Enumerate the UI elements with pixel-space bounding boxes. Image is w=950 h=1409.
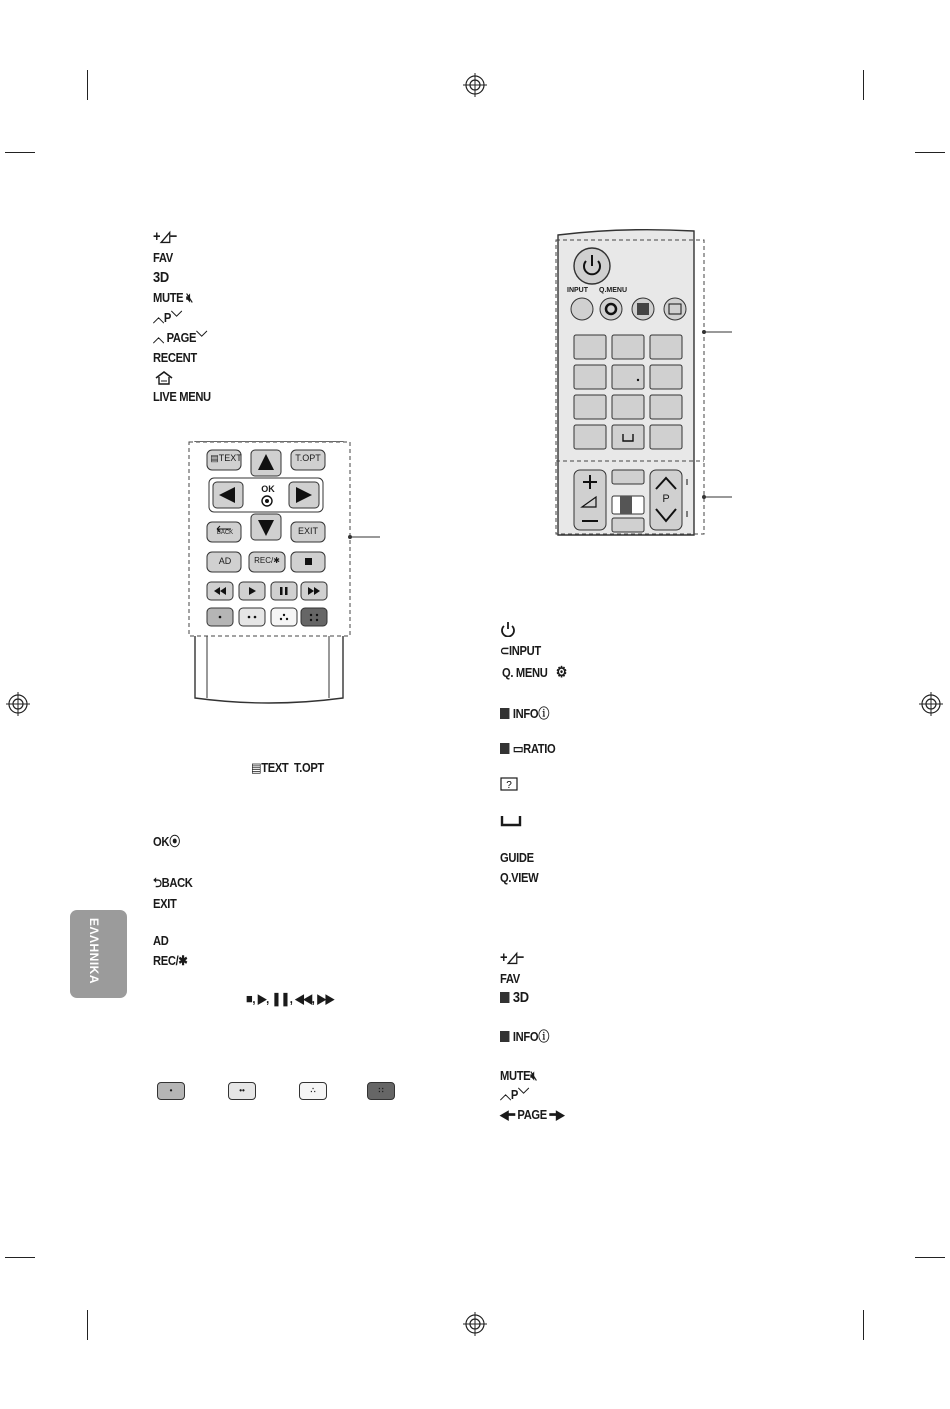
info-key-label: INFOⓘ	[500, 706, 549, 722]
grey-square-icon	[500, 1031, 509, 1042]
ratio-key-label: ▭RATIO	[500, 741, 555, 757]
mute-icon: 🔇︎	[530, 1068, 538, 1083]
qmenu-key-label: Q. MENU ⚙	[502, 664, 567, 681]
crop-mark	[87, 1310, 88, 1340]
grey-square-icon	[500, 992, 509, 1003]
ok-circle-icon: ⦿	[169, 834, 180, 849]
program-remote-label: P	[662, 493, 670, 505]
crop-mark	[5, 152, 35, 153]
teletext-keys-label: ▤TEXT T.OPT	[251, 760, 324, 775]
back-arrow-icon: ⮌	[153, 875, 162, 890]
page-key-label-2: ◀━ PAGE ━▶	[500, 1107, 565, 1122]
fav-key-label: FAV	[153, 250, 173, 265]
crop-mark	[863, 1310, 864, 1340]
qview-key-label: Q.VIEW	[500, 870, 539, 885]
info-key-label-2: INFOⓘ	[500, 1029, 549, 1045]
teletext-icon: ▤	[251, 760, 262, 775]
rec-key-label: REC/✱	[153, 953, 188, 968]
remote-lower-illustration	[185, 436, 385, 716]
svg-text:?: ?	[506, 780, 512, 791]
chevron-down-icon: ﹀	[196, 330, 207, 345]
ad-button-label: AD	[218, 556, 232, 566]
red-button-icon: •	[157, 1082, 185, 1100]
arrow-right-icon: ━▶	[549, 1107, 565, 1122]
yellow-button-icon: ∴	[299, 1082, 327, 1100]
back-key-label: ⮌BACK	[153, 875, 193, 890]
text-button: ▤TEXT	[210, 453, 242, 463]
input-key-remote-label: INPUT	[567, 287, 588, 294]
recent-key-label: RECENT	[153, 350, 197, 365]
registration-mark-icon	[463, 73, 487, 97]
3d-key-label: 3D	[153, 269, 169, 286]
input-icon: ⊂	[500, 643, 510, 658]
language-tab-label: ΕΛΛΗΝΙΚΑ	[87, 918, 101, 985]
crop-mark	[915, 1257, 945, 1258]
crop-mark	[87, 70, 88, 100]
qmenu-key-remote-label: Q.MENU	[599, 287, 627, 294]
power-icon	[500, 621, 516, 637]
registration-mark-icon	[919, 692, 943, 716]
program-key-label-2: ︿P﹀	[500, 1087, 529, 1102]
crop-mark	[863, 70, 864, 100]
chevron-down-icon: ﹀	[517, 1087, 529, 1102]
ratio-icon: ▭	[512, 741, 524, 756]
language-tab	[70, 910, 127, 998]
back-button-label: BACK	[216, 530, 234, 536]
chevron-up-icon: ︿	[153, 330, 164, 345]
exit-key-label: EXIT	[153, 896, 177, 911]
grey-square-icon	[500, 743, 509, 754]
mute-icon: 🔇︎	[186, 290, 193, 305]
registration-mark-icon	[463, 1312, 487, 1336]
topt-button: T.OPT	[295, 453, 321, 463]
exit-button-label: EXIT	[297, 526, 318, 536]
help-icon	[500, 777, 518, 791]
guide-key-label: GUIDE	[500, 850, 534, 865]
crop-mark	[5, 1257, 35, 1258]
registration-mark-icon	[6, 692, 30, 716]
chevron-down-icon: ﹀	[170, 310, 182, 325]
volume-key-label: +◿−	[153, 228, 177, 245]
gear-icon: ⚙	[555, 664, 567, 681]
chevron-up-icon: ︿	[500, 1087, 511, 1102]
ok-key-label: OK⦿	[153, 834, 180, 849]
page-key-label: ︿ PAGE﹀	[153, 330, 207, 345]
mute-key-label: MUTE 🔇︎	[153, 290, 193, 305]
arrow-left-icon: ◀━	[500, 1107, 515, 1122]
playback-keys-label: ■, ▶, ❚❚, ◀◀, ▶▶	[246, 991, 334, 1006]
ok-button-label: OK	[261, 484, 275, 494]
blue-button-icon: ∷	[367, 1082, 395, 1100]
crop-mark	[915, 152, 945, 153]
volume-key-label-2: +◿−	[500, 949, 524, 966]
home-icon	[154, 370, 174, 386]
chevron-up-icon: ︿	[153, 310, 164, 325]
rec-button-label: REC/✱	[254, 556, 280, 565]
info-icon: ⓘ	[538, 1029, 550, 1044]
fav-key-label-2: FAV	[500, 971, 520, 986]
input-key-label: ⊂INPUT	[500, 643, 541, 658]
ad-key-label: AD	[153, 933, 169, 948]
3d-key-label-2: 3D	[500, 990, 529, 1006]
remote-upper-illustration	[552, 225, 752, 541]
live-menu-key-label: LIVE MENU	[153, 389, 211, 404]
program-key-label: ︿P﹀	[153, 310, 182, 325]
green-button-icon: ••	[228, 1082, 256, 1100]
mute-key-label-2: MUTE🔇︎	[500, 1068, 538, 1083]
info-icon: ⓘ	[538, 706, 550, 721]
space-icon	[500, 814, 522, 828]
teletext-icon: ▤	[210, 453, 219, 463]
grey-square-icon	[500, 708, 509, 719]
